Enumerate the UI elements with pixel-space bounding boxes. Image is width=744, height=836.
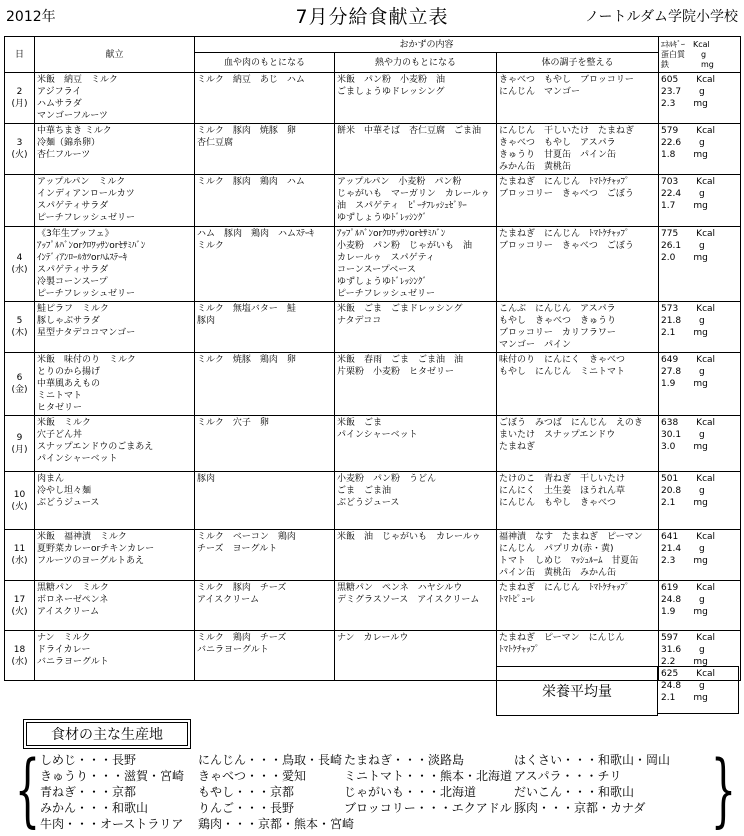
regulating-foods-cell: 味付のり にんにく きゃべつ もやし にんじん ミニトマト xyxy=(497,353,659,416)
protein-foods-cell: ミルク 豚肉 鶏肉 ハム xyxy=(195,175,335,227)
page-title: 7月分給食献立表 xyxy=(295,6,449,28)
nutrition-cell: 605 Kcal 23.7 g 2.3 mg xyxy=(659,73,741,124)
date-cell: 2 (月) xyxy=(5,73,35,124)
produce-title: 食材の主な生産地 xyxy=(26,722,188,746)
menu-cell: 鮭ピラフ ミルク 豚しゃぶサラダ 星型ナタデココマンゴー xyxy=(35,302,195,353)
protein-foods-cell: ミルク 穴子 卵 xyxy=(195,416,335,472)
regulating-foods-cell: たまねぎ ピーマン にんじん ﾄﾏﾄｹﾁｬｯﾌﾟ xyxy=(497,631,659,681)
protein-foods-cell: 豚肉 xyxy=(195,472,335,530)
date-cell: 9 (月) xyxy=(5,416,35,472)
table-row xyxy=(5,472,741,530)
energy-foods-cell: 米飯 ごま パインシャーベット xyxy=(335,416,497,472)
menu-cell: アップルパン ミルク インディアンロールカツ スパゲティサラダ ピーチフレッシュゼリー xyxy=(35,175,195,227)
energy-foods-cell: 米飯 パン粉 小麦粉 油 ごましょうゆドレッシング xyxy=(335,73,497,124)
energy-foods-cell: アップルパン 小麦粉 パン粉 じゃがいも マーガリン カレールゥ 油 スパゲティ ﾋﾟｰﾁﾌﾚｯｼｭｾﾞﾘｰ ゆずしょうゆﾄﾞﾚｯｼﾝｸﾞ xyxy=(335,175,497,227)
produce-column xyxy=(344,752,512,816)
header-col-a: 血や肉のもとになる xyxy=(195,53,335,73)
nutrition-cell: 649 Kcal 27.8 g 1.9 mg xyxy=(659,353,741,416)
date-cell xyxy=(5,175,35,227)
right-brace-icon: } xyxy=(710,743,737,836)
produce-item: 青ねぎ・・・京都 xyxy=(40,785,137,799)
average-values: 625 Kcal 24.8 g 2.1 mg xyxy=(657,666,739,714)
date-cell: 10 (火) xyxy=(5,472,35,530)
table-row xyxy=(5,124,741,175)
nutrition-cell: 638 Kcal 30.1 g 3.0 mg xyxy=(659,416,741,472)
protein-foods-cell: ミルク 無塩バター 鮭 豚肉 xyxy=(195,302,335,353)
date-cell: 11 (水) xyxy=(5,530,35,581)
header-day: 日 xyxy=(5,37,35,73)
produce-item: みかん・・・和歌山 xyxy=(40,801,149,815)
menu-cell: 黒糖パン ミルク ボロネーゼペンネ アイスクリーム xyxy=(35,581,195,631)
menu-cell: 米飯 納豆 ミルク アジフライ ハムサラダ マンゴーフルーツ xyxy=(35,73,195,124)
school-name: ノートルダム学院小学校 xyxy=(584,9,738,25)
nutrition-cell: 597 Kcal 31.6 g 2.2 mg xyxy=(659,631,741,681)
menu-body xyxy=(5,73,741,681)
produce-item: しめじ・・・長野 xyxy=(40,753,137,767)
regulating-foods-cell: ごぼう みつば にんじん えのき まいたけ スナップエンドウ たまねぎ xyxy=(497,416,659,472)
regulating-foods-cell: にんじん 干しいたけ たまねぎ きゃべつ もやし アスパラ きゅうり 甘夏缶 パイン缶 みかん缶 黄桃缶 xyxy=(497,124,659,175)
produce-item: きゅうり・・・滋賀・宮崎 xyxy=(40,769,185,783)
table-row xyxy=(5,302,741,353)
produce-column xyxy=(514,752,670,816)
produce-item: もやし・・・京都 xyxy=(198,785,295,799)
year-label: 2012年 xyxy=(6,9,56,25)
regulating-foods-cell: 福神漬 なす たまねぎ ピーマン にんじん パプリカ(赤・黄) トマト しめじ ﾏｯｼｭﾙｰﾑ 甘夏缶 パイン缶 黄桃缶 みかん缶 xyxy=(497,530,659,581)
protein-foods-cell: ミルク 焼豚 鶏肉 卵 xyxy=(195,353,335,416)
regulating-foods-cell: きゃべつ もやし ブロッコリー にんじん マンゴー xyxy=(497,73,659,124)
produce-item: きゃべつ・・・愛知 xyxy=(198,769,307,783)
energy-foods-cell: 米飯 油 じゃがいも カレールゥ xyxy=(335,530,497,581)
menu-cell: ナン ミルク ドライカレー バニラヨーグルト xyxy=(35,631,195,681)
header-col-b: 熱や力のもとになる xyxy=(335,53,497,73)
protein-foods-cell: ミルク 豚肉 チーズ アイスクリーム xyxy=(195,581,335,631)
menu-cell: 《3年生ブッフェ》 ｱｯﾌﾟﾙﾊﾞﾝorｸﾛﾜｯｻﾝorｾｻﾐﾊﾞﾝ ｲﾝﾃﾞｨｱﾝﾛｰﾙｶﾂorﾊﾑｽﾃｰｷ スパゲティサラダ 冷製コーンスープ ピーチフレッシュゼリー xyxy=(35,227,195,302)
nutrition-cell: 619 Kcal 24.8 g 1.9 mg xyxy=(659,581,741,631)
produce-item: はくさい・・・和歌山・岡山 xyxy=(514,753,671,767)
table-row xyxy=(5,416,741,472)
produce-item: 豚肉・・・京都・カナダ xyxy=(514,801,646,815)
produce-item: 牛肉・・・オーストラリア xyxy=(40,817,184,831)
nutrition-cell: 775 Kcal 26.1 g 2.0 mg xyxy=(659,227,741,302)
energy-foods-cell: 餅米 中華そば 杏仁豆腐 ごま油 xyxy=(335,124,497,175)
produce-item: だいこん・・・和歌山 xyxy=(514,785,635,799)
produce-item: ミニトマト・・・熊本・北海道 xyxy=(344,769,513,783)
date-cell: 5 (木) xyxy=(5,302,35,353)
nutrition-cell: 501 Kcal 20.8 g 2.1 mg xyxy=(659,472,741,530)
nutrition-cell: 579 Kcal 22.6 g 1.8 mg xyxy=(659,124,741,175)
nutrition-cell: 573 Kcal 21.8 g 2.1 mg xyxy=(659,302,741,353)
energy-foods-cell: ナン カレールウ xyxy=(335,631,497,681)
menu-cell: 米飯 ミルク 穴子どん丼 スナップエンドウのごまあえ パインシャーベット xyxy=(35,416,195,472)
table-row xyxy=(5,530,741,581)
menu-cell: 肉まん 冷やし坦々麺 ぶどうジュース xyxy=(35,472,195,530)
regulating-foods-cell: こんぶ にんじん アスパラ もやし きゃべつ きゅうり ブロッコリー カリフラワー マンゴー パイン xyxy=(497,302,659,353)
menu-cell: 米飯 味付のり ミルク とりのから揚げ 中華風あえもの ミニトマト ヒタゼリー xyxy=(35,353,195,416)
date-cell: 4 (水) xyxy=(5,227,35,302)
nutrition-cell: 641 Kcal 21.4 g 2.3 mg xyxy=(659,530,741,581)
energy-foods-cell: 黒糖パン ペンネ ハヤシルウ デミグラスソース アイスクリーム xyxy=(335,581,497,631)
menu-table xyxy=(4,36,741,681)
date-cell: 6 (金) xyxy=(5,353,35,416)
regulating-foods-cell: たまねぎ にんじん ﾄﾏﾄｹﾁｬｯﾌﾟ ブロッコリー きゃべつ ごぼう xyxy=(497,227,659,302)
energy-foods-cell: ｱｯﾌﾟﾙﾊﾞﾝorｸﾛﾜｯｻﾝorｾｻﾐﾊﾞﾝ 小麦粉 パン粉 じゃがいも 油 カレールゥ スパゲティ コーンスープベース ゆずしょうゆﾄﾞﾚｯｼﾝｸﾞ ピーチフレッシュゼリー xyxy=(335,227,497,302)
table-row xyxy=(5,581,741,631)
protein-foods-cell: ミルク ベーコン 鶏肉 チーズ ヨーグルト xyxy=(195,530,335,581)
regulating-foods-cell: たけのこ 青ねぎ 干しいたけ にんにく 土生姜 ほうれん草 にんじん もやし きゃべつ xyxy=(497,472,659,530)
average-label: 栄養平均量 xyxy=(496,666,658,716)
produce-column xyxy=(40,752,184,832)
energy-foods-cell: 米飯 春雨 ごま ごま油 油 片栗粉 小麦粉 ヒタゼリー xyxy=(335,353,497,416)
table-row xyxy=(5,73,741,124)
protein-foods-cell: ミルク 豚肉 焼豚 卵 杏仁豆腐 xyxy=(195,124,335,175)
table-row xyxy=(5,227,741,302)
header-okazu: おかずの内容 xyxy=(195,37,659,53)
header-energy: ｴﾈﾙｷﾞｰ Kcal 蛋白質 g 鉄 mg xyxy=(659,37,741,73)
produce-item: たまねぎ・・・淡路島 xyxy=(344,753,465,767)
regulating-foods-cell: たまねぎ にんじん ﾄﾏﾄｹﾁｬｯﾌﾟ ブロッコリー きゃべつ ごぼう xyxy=(497,175,659,227)
date-cell: 17 (火) xyxy=(5,581,35,631)
protein-foods-cell: ミルク 納豆 あじ ハム xyxy=(195,73,335,124)
produce-item: りんご・・・長野 xyxy=(198,801,295,815)
produce-item: ブロッコリー・・・エクアドル xyxy=(344,801,512,815)
protein-foods-cell: ハム 豚肉 鶏肉 ハムｽﾃｰｷ ミルク xyxy=(195,227,335,302)
table-row xyxy=(5,353,741,416)
table-row xyxy=(5,175,741,227)
header-col-c: 体の調子を整える xyxy=(497,53,659,73)
header-menu: 献立 xyxy=(35,37,195,73)
date-cell: 3 (火) xyxy=(5,124,35,175)
nutrition-cell: 703 Kcal 22.4 g 1.7 mg xyxy=(659,175,741,227)
date-cell: 18 (水) xyxy=(5,631,35,681)
regulating-foods-cell: たまねぎ にんじん ﾄﾏﾄｹﾁｬｯﾌﾟ ﾄﾏﾄﾋﾟｭｰﾚ xyxy=(497,581,659,631)
left-brace-icon: { xyxy=(14,743,41,836)
protein-foods-cell: ミルク 鶏肉 チーズ バニラヨーグルト xyxy=(195,631,335,681)
energy-foods-cell: 米飯 ごま ごまドレッシング ナタデココ xyxy=(335,302,497,353)
produce-item: にんじん・・・鳥取・長崎 xyxy=(198,753,343,767)
produce-item: じゃがいも・・・北海道 xyxy=(344,785,477,799)
produce-item: 鶏肉・・・京都・熊本・宮崎 xyxy=(198,817,355,831)
menu-cell: 中華ちまき ミルク 冷麺（錦糸卵） 杏仁フルーツ xyxy=(35,124,195,175)
energy-foods-cell: 小麦粉 パン粉 うどん ごま ごま油 ぶどうジュース xyxy=(335,472,497,530)
produce-column xyxy=(198,752,354,832)
produce-list xyxy=(40,752,700,832)
produce-item: アスパラ・・・チリ xyxy=(514,769,622,783)
menu-cell: 米飯 福神漬 ミルク 夏野菜カレーorチキンカレー フルーツのヨーグルトあえ xyxy=(35,530,195,581)
